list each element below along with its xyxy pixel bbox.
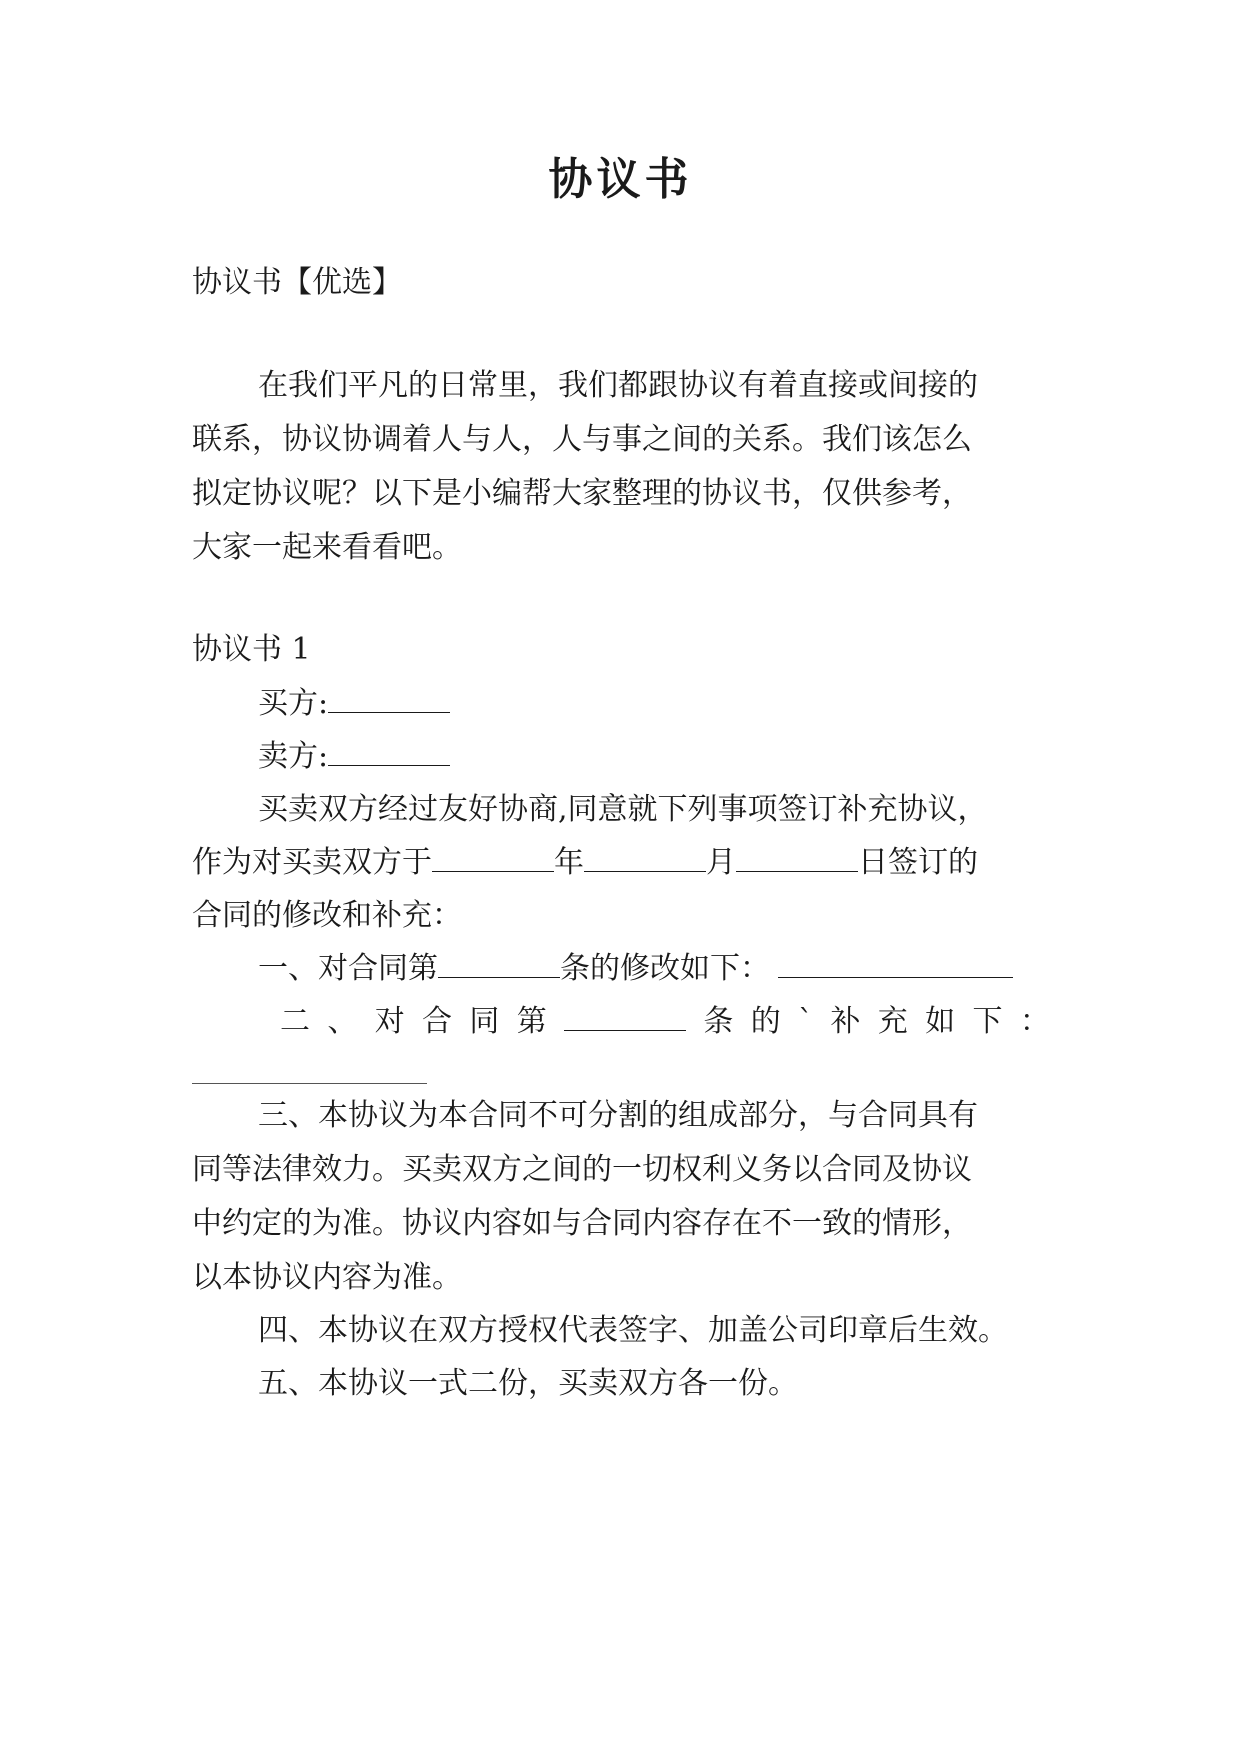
year-label: 年 bbox=[554, 845, 584, 880]
section-heading: 协议书 1 bbox=[192, 632, 311, 667]
intro-line: 在我们平凡的日常里，我们都跟协议有着直接或间接的 bbox=[258, 368, 978, 403]
clause-2-char: 同 bbox=[469, 1004, 500, 1039]
seller-line bbox=[258, 735, 1058, 779]
intro-line: 联系，协议协调着人与人，人与事之间的关系。我们该怎么 bbox=[192, 422, 972, 457]
preamble-line: 合同的修改和补充： bbox=[192, 898, 462, 933]
intro-line: 大家一起来看看吧。 bbox=[192, 530, 462, 565]
clause-2-justified bbox=[280, 1000, 1050, 1044]
document-title: 协议书 bbox=[548, 154, 693, 205]
clause-1-content-blank bbox=[778, 947, 1013, 978]
clause-1-number-blank bbox=[438, 947, 560, 978]
clause-3-line: 中约定的为准。协议内容如与合同内容存在不一致的情形， bbox=[192, 1206, 972, 1241]
clause-2-char: 合 bbox=[422, 1004, 453, 1039]
clause-2-char: 充 bbox=[877, 1004, 908, 1039]
clause-2-char: 二 bbox=[280, 1004, 310, 1039]
clause-3-line: 以本协议内容为准。 bbox=[192, 1260, 462, 1295]
subtitle: 协议书【优选】 bbox=[192, 265, 402, 300]
clause-2-content-line bbox=[192, 1053, 1062, 1097]
clause-2-number-blank bbox=[564, 1000, 686, 1031]
seller-blank bbox=[328, 735, 450, 766]
clause-2-char: 条 bbox=[703, 1004, 734, 1039]
clause-2-char: 的 bbox=[750, 1004, 781, 1039]
buyer-label: 买方: bbox=[258, 686, 329, 721]
clause-2-char: 对 bbox=[374, 1004, 405, 1039]
clause-1 bbox=[258, 947, 1058, 991]
clause-2-content-blank bbox=[192, 1053, 427, 1084]
clause-2-char: ` bbox=[798, 1004, 814, 1039]
clause-2-char: 补 bbox=[830, 1004, 861, 1039]
buyer-line bbox=[258, 682, 1058, 726]
clause-2-char: 下 bbox=[972, 1004, 1003, 1039]
month-label: 月 bbox=[706, 845, 736, 880]
month-blank bbox=[584, 841, 706, 872]
buyer-blank bbox=[328, 682, 450, 713]
clause-3-line: 三、本协议为本合同不可分割的组成部分，与合同具有 bbox=[258, 1098, 978, 1133]
clause-5: 五、本协议一式二份，买卖双方各一份。 bbox=[258, 1366, 798, 1401]
clause-2-char: 如 bbox=[925, 1004, 956, 1039]
clause-2-char: ： bbox=[1019, 1004, 1050, 1039]
seller-label: 卖方: bbox=[258, 739, 329, 774]
clause-1-text: 一、对合同第 bbox=[258, 951, 438, 986]
preamble-line: 买卖双方经过友好协商,同意就下列事项签订补充协议， bbox=[258, 792, 988, 827]
clause-1-text: 条的修改如下： bbox=[560, 951, 770, 986]
clause-2-char: 、 bbox=[327, 1004, 358, 1039]
day-blank bbox=[736, 841, 858, 872]
clause-2-char: 第 bbox=[516, 1004, 547, 1039]
intro-line: 拟定协议呢？以下是小编帮大家整理的协议书，仅供参考， bbox=[192, 476, 972, 511]
clause-3-line: 同等法律效力。买卖双方之间的一切权利义务以合同及协议 bbox=[192, 1152, 972, 1187]
preamble-text: 作为对买卖双方于 bbox=[192, 845, 432, 880]
preamble-date-line bbox=[192, 841, 1062, 885]
clause-4: 四、本协议在双方授权代表签字、加盖公司印章后生效。 bbox=[258, 1313, 1008, 1348]
year-blank bbox=[432, 841, 554, 872]
clause-2 bbox=[280, 1000, 1080, 1044]
preamble-text: 日签订的 bbox=[858, 845, 978, 880]
